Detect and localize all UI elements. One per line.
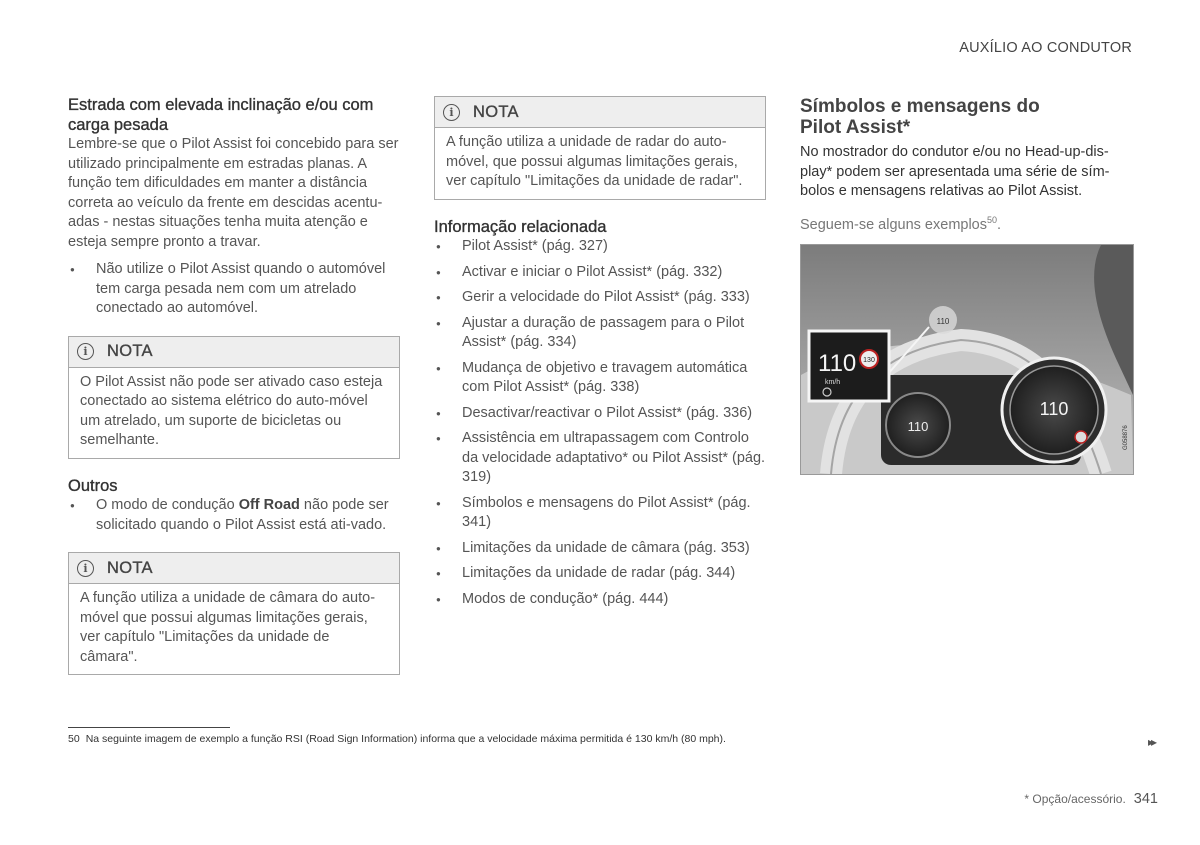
note-title: NOTA <box>107 342 153 360</box>
dashboard-illustration <box>801 245 1133 474</box>
heading-related-info: Informação relacionada <box>434 217 607 236</box>
related-link-item[interactable]: ● Pilot Assist* (pág. 327) <box>434 237 766 257</box>
related-link-item[interactable]: ● Assistência em ultrapassagem com Controlo da velocidade adaptativo* ou Pilot Assist* (pág. 319) <box>434 429 766 488</box>
info-icon: i <box>443 104 460 121</box>
examples-label: Seguem-se alguns exemplos <box>800 216 987 233</box>
hud-mini-speed: 110 <box>936 317 950 326</box>
heading-others: Outros <box>68 476 118 495</box>
speed-sign: 130 <box>863 357 875 364</box>
note-body <box>69 584 399 674</box>
note-text: O Pilot Assist não pode ser ativado caso esteja conectado ao sistema elétrico do auto-móvel um atrelado, um suporte de bicicletas ou semelhante. <box>80 373 383 448</box>
related-link-item[interactable]: ● Activar e iniciar o Pilot Assist* (pág. 332) <box>434 263 766 283</box>
list-item: ● Não utilize o Pilot Assist quando o automóvel tem carga pesada nem com um atrelado conectado ao automóvel. <box>68 260 400 319</box>
examples-text <box>800 216 1134 236</box>
info-icon: i <box>77 343 94 360</box>
footnote-rule <box>68 727 230 728</box>
hud-unit: km/h <box>825 379 841 386</box>
option-note: * Opção/acessório. <box>1024 792 1126 806</box>
note-title: NOTA <box>473 102 519 121</box>
dashboard-figure <box>800 244 1134 475</box>
examples-end: . <box>997 216 1002 233</box>
drive-mode-name: Off Road <box>238 497 300 513</box>
related-link-item[interactable]: ● Ajustar a duração de passagem para o Pilot Assist* (pág. 334) <box>434 314 766 353</box>
paragraph-steep-road: Lembre-se que o Pilot Assist foi concebido para ser utilizado principalmente em estradas planas. A função tem dificuldades em manter a distância correta ao veículo da frente em descidas acentu-adas - nestas situações tenha muita atenção e esteja sempre pronto a travar. <box>68 136 399 250</box>
note-title: NOTA <box>107 558 153 577</box>
bullet-text: não pode ser solicitado quando o Pilot Assist está ati-vado. <box>96 497 389 533</box>
bullet-text: O modo de condução <box>96 497 239 513</box>
footnote-number: 50 <box>68 733 80 745</box>
bullet-list-heavy-load <box>68 260 400 319</box>
note-text: A função utiliza a unidade de radar do auto-móvel, que possui algumas limitações gerais, ver capítulo "Limitações da unidade de radar". <box>446 134 743 189</box>
gauge-speed-readout: 110 <box>1039 399 1069 419</box>
related-link-item[interactable]: ● Desactivar/reactivar o Pilot Assist* (pág. 336) <box>434 404 766 424</box>
footnote-ref[interactable]: 50 <box>987 214 998 225</box>
related-link-item[interactable]: ● Símbolos e mensagens do Pilot Assist* (pág. 341) <box>434 494 766 533</box>
heading-steep-road: Estrada com elevada inclinação e/ou com carga pesada <box>68 96 374 134</box>
note-header <box>435 97 765 128</box>
note-header <box>69 337 399 368</box>
footnote <box>68 733 726 745</box>
note-box-trailer <box>68 336 400 459</box>
image-code: G058876 <box>1123 425 1129 450</box>
hud-speed: 110 <box>818 350 857 377</box>
related-link-item[interactable]: ● Limitações da unidade de câmara (pág. 353) <box>434 539 766 559</box>
section-header: AUXÍLIO AO CONDUTOR <box>959 40 1132 56</box>
related-link-item[interactable]: ● Gerir a velocidade do Pilot Assist* (pág. 333) <box>434 288 766 308</box>
related-link-item[interactable]: ● Limitações da unidade de radar (pág. 344) <box>434 564 766 584</box>
intro-paragraph: No mostrador do condutor e/ou no Head-up-dis-play* podem ser apresentada uma série de sím-bolos e mensagens relativas ao Pilot Assist. <box>800 144 1110 199</box>
column-left <box>68 96 400 675</box>
section-title-symbols: Símbolos e mensagens do Pilot Assist* <box>800 96 1040 138</box>
note-body <box>69 368 399 458</box>
column-right <box>800 96 1134 235</box>
note-box-camera <box>68 552 400 675</box>
note-header <box>69 553 399 584</box>
column-middle <box>434 96 766 609</box>
footnote-text: Na seguinte imagem de exemplo a função RSI (Road Sign Information) informa que a velocidade máxima permitida é 130 km/h (80 mph). <box>85 733 726 745</box>
note-body <box>435 128 765 199</box>
small-gauge-speed: 110 <box>907 419 929 434</box>
note-box-radar <box>434 96 766 200</box>
related-link-item[interactable]: ● Modos de condução* (pág. 444) <box>434 590 766 610</box>
related-links-list <box>434 237 766 609</box>
list-item <box>68 496 400 535</box>
bullet-list-others <box>68 496 400 535</box>
note-text: A função utiliza a unidade de câmara do auto-móvel que possui algumas limitações gerais, ver capítulo "Limitações da unidade de câmara". <box>80 590 376 665</box>
continue-arrows-icon: ▸▸ <box>1148 735 1155 749</box>
page-footer <box>1024 791 1158 807</box>
related-link-item[interactable]: ● Mudança de objetivo e travagem automática com Pilot Assist* (pág. 338) <box>434 359 766 398</box>
page-number: 341 <box>1133 791 1158 807</box>
info-icon: i <box>77 560 94 577</box>
